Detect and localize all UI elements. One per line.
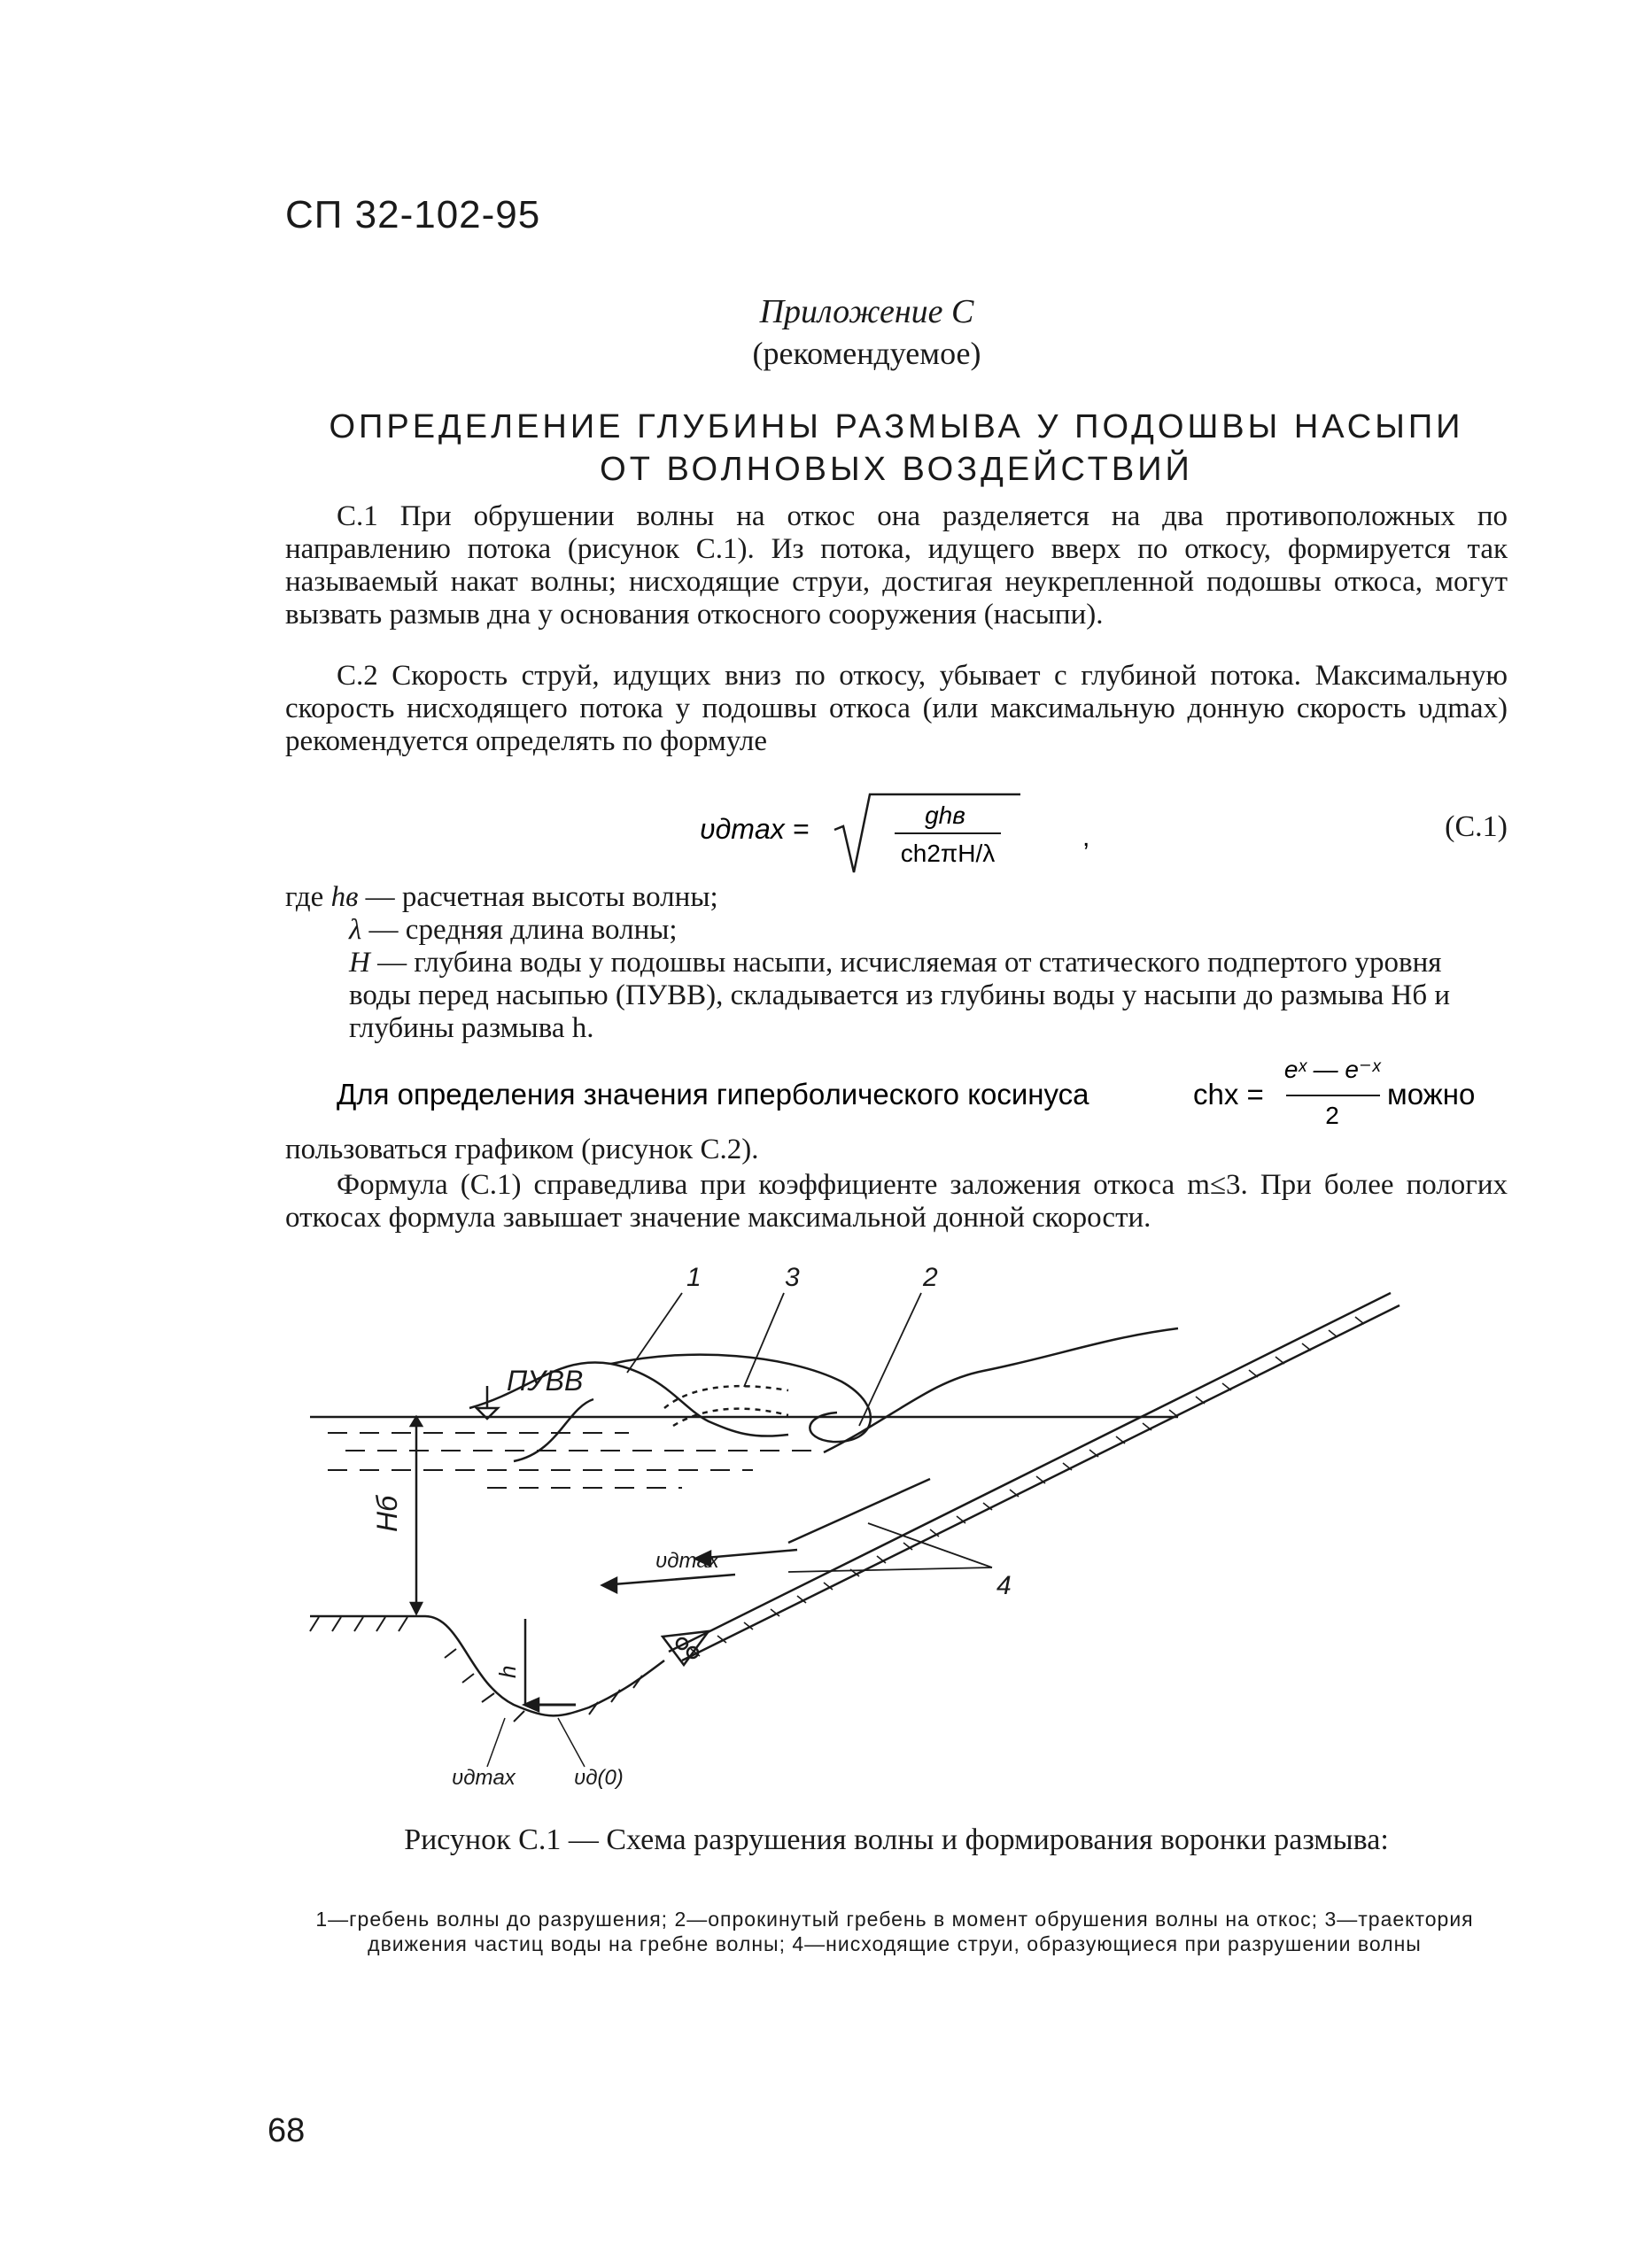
- label-vmax-top: υдmax: [655, 1549, 719, 1573]
- leader-1: [627, 1293, 682, 1373]
- document-code: СП 32-102-95: [285, 193, 541, 236]
- page-title: [285, 406, 1508, 491]
- downward-jet: [602, 1575, 735, 1585]
- overturned-crest: [611, 1355, 871, 1442]
- definition-hb: [285, 881, 1508, 914]
- wave-scour-diagram: [292, 1263, 1479, 1790]
- leader-2: [859, 1293, 921, 1426]
- figure-caption-title: Рисунок С.1 — Схема разрушения волны и формирования воронки размыва:: [404, 1823, 1389, 1856]
- embankment-slope: [669, 1293, 1391, 1652]
- formula-trailing: ,: [1082, 823, 1090, 852]
- label-h: h: [494, 1665, 521, 1678]
- leader-v0: [558, 1718, 585, 1767]
- formula-numerator: ghв: [925, 801, 965, 829]
- label-4: 4: [996, 1571, 1012, 1600]
- label-2: 2: [923, 1263, 938, 1292]
- particle-trajectory: [664, 1386, 788, 1408]
- label-v0: υд(0): [574, 1766, 624, 1790]
- formula-graphic: [285, 784, 1508, 881]
- wave-runup: [824, 1328, 1178, 1452]
- jet-arrow-icon: [602, 1578, 616, 1592]
- definition-prefix: где: [285, 881, 331, 913]
- label-vmax-bottom: υдmax: [452, 1766, 516, 1790]
- chx-sentence: [285, 1049, 1508, 1129]
- definition-symbol: λ: [349, 914, 362, 946]
- formula-lhs: υдmax =: [700, 813, 810, 845]
- page-number: 68: [267, 2112, 306, 2149]
- figure-c1: [292, 1263, 1479, 1790]
- wave-trough: [514, 1399, 593, 1461]
- paragraph-graph-ref: пользоваться графиком (рисунок С.2).: [285, 1134, 759, 1165]
- definition-text: — средняя длина волны;: [361, 914, 678, 946]
- label-1: 1: [686, 1263, 702, 1292]
- label-puvv: ПУВВ: [507, 1365, 584, 1397]
- paragraph-validity: Формула (С.1) справедлива при коэффициенте заложения откоса m≤3. При более пологих откосах формула завышает значение максимальной донной скорости.: [285, 1169, 1508, 1234]
- chx-lead: Для определения значения гиперболического косинуса: [337, 1078, 1089, 1111]
- title-line-1: ОПРЕДЕЛЕНИЕ ГЛУБИНЫ РАЗМЫВА У ПОДОШВЫ НАСЫПИ: [329, 408, 1464, 445]
- definition-symbol: H: [349, 947, 370, 979]
- chx-lhs: chx =: [1193, 1078, 1264, 1111]
- definition-h: [285, 947, 1508, 1045]
- chx-formula-graphic: [285, 1049, 1508, 1129]
- figure-caption-legend: 1—гребень волны до разрушения; 2—опрокинутый гребень в момент обрушения волны на откос; 3—траектория движения частиц воды на гребне волны; 4—нисходящие струи, образующиеся при разрушении волны: [315, 1908, 1474, 1955]
- leader-3: [744, 1293, 784, 1387]
- definition-text: — расчетная высоты волны;: [358, 881, 718, 913]
- leader-vmax: [487, 1718, 505, 1767]
- label-depth: Hб: [371, 1495, 403, 1532]
- depth-arrow-up-icon: [411, 1417, 422, 1426]
- leader-4b: [788, 1567, 992, 1572]
- appendix-label: Приложение С: [759, 293, 974, 330]
- chx-numerator: eˣ — e⁻ˣ: [1283, 1056, 1381, 1083]
- formula-number: (С.1): [1445, 810, 1508, 843]
- definition-lambda: [285, 914, 1508, 947]
- paragraph-c1: С.1 При обрушении волны на откос она разделяется на два противоположных по направлению потока (рисунок С.1). Из потока, идущего вверх по откосу, формируется так называемый накат волны; нисходящие струи, достигая неукрепленной подошвы откоса, могут вызвать размыв дна у основания откосного сооружения (насыпи).: [285, 500, 1508, 631]
- water-hatching: [328, 1433, 824, 1488]
- appendix-type: (рекомендуемое): [752, 336, 981, 371]
- chx-tail: можно: [1387, 1078, 1476, 1111]
- title-line-2: ОТ ВОЛНОВЫХ ВОЗДЕЙСТВИЙ: [600, 451, 1193, 488]
- depth-arrow-down-icon: [411, 1603, 422, 1614]
- paragraph-c2: С.2 Скорость струй, идущих вниз по откосу, убывает с глубиной потока. Максимальную скорость нисходящего потока у подошвы откоса (или максимальную донную скорость υдmax) рекомендуется определять по формуле: [285, 660, 1508, 757]
- chx-denominator: 2: [1325, 1102, 1339, 1129]
- label-3: 3: [785, 1263, 800, 1292]
- formula-c1: [285, 784, 1508, 881]
- definitions-list: [285, 881, 1508, 1045]
- definition-symbol: hв: [330, 881, 359, 913]
- formula-denominator: ch2πH/λ: [900, 840, 996, 867]
- definition-text: — глубина воды у подошвы насыпи, исчисляемая от статического подпертого уровня воды перед насыпью (ПУВВ), складывается из глубины воды у насыпи до размыва Hб и глубины размыва h.: [349, 947, 1451, 1044]
